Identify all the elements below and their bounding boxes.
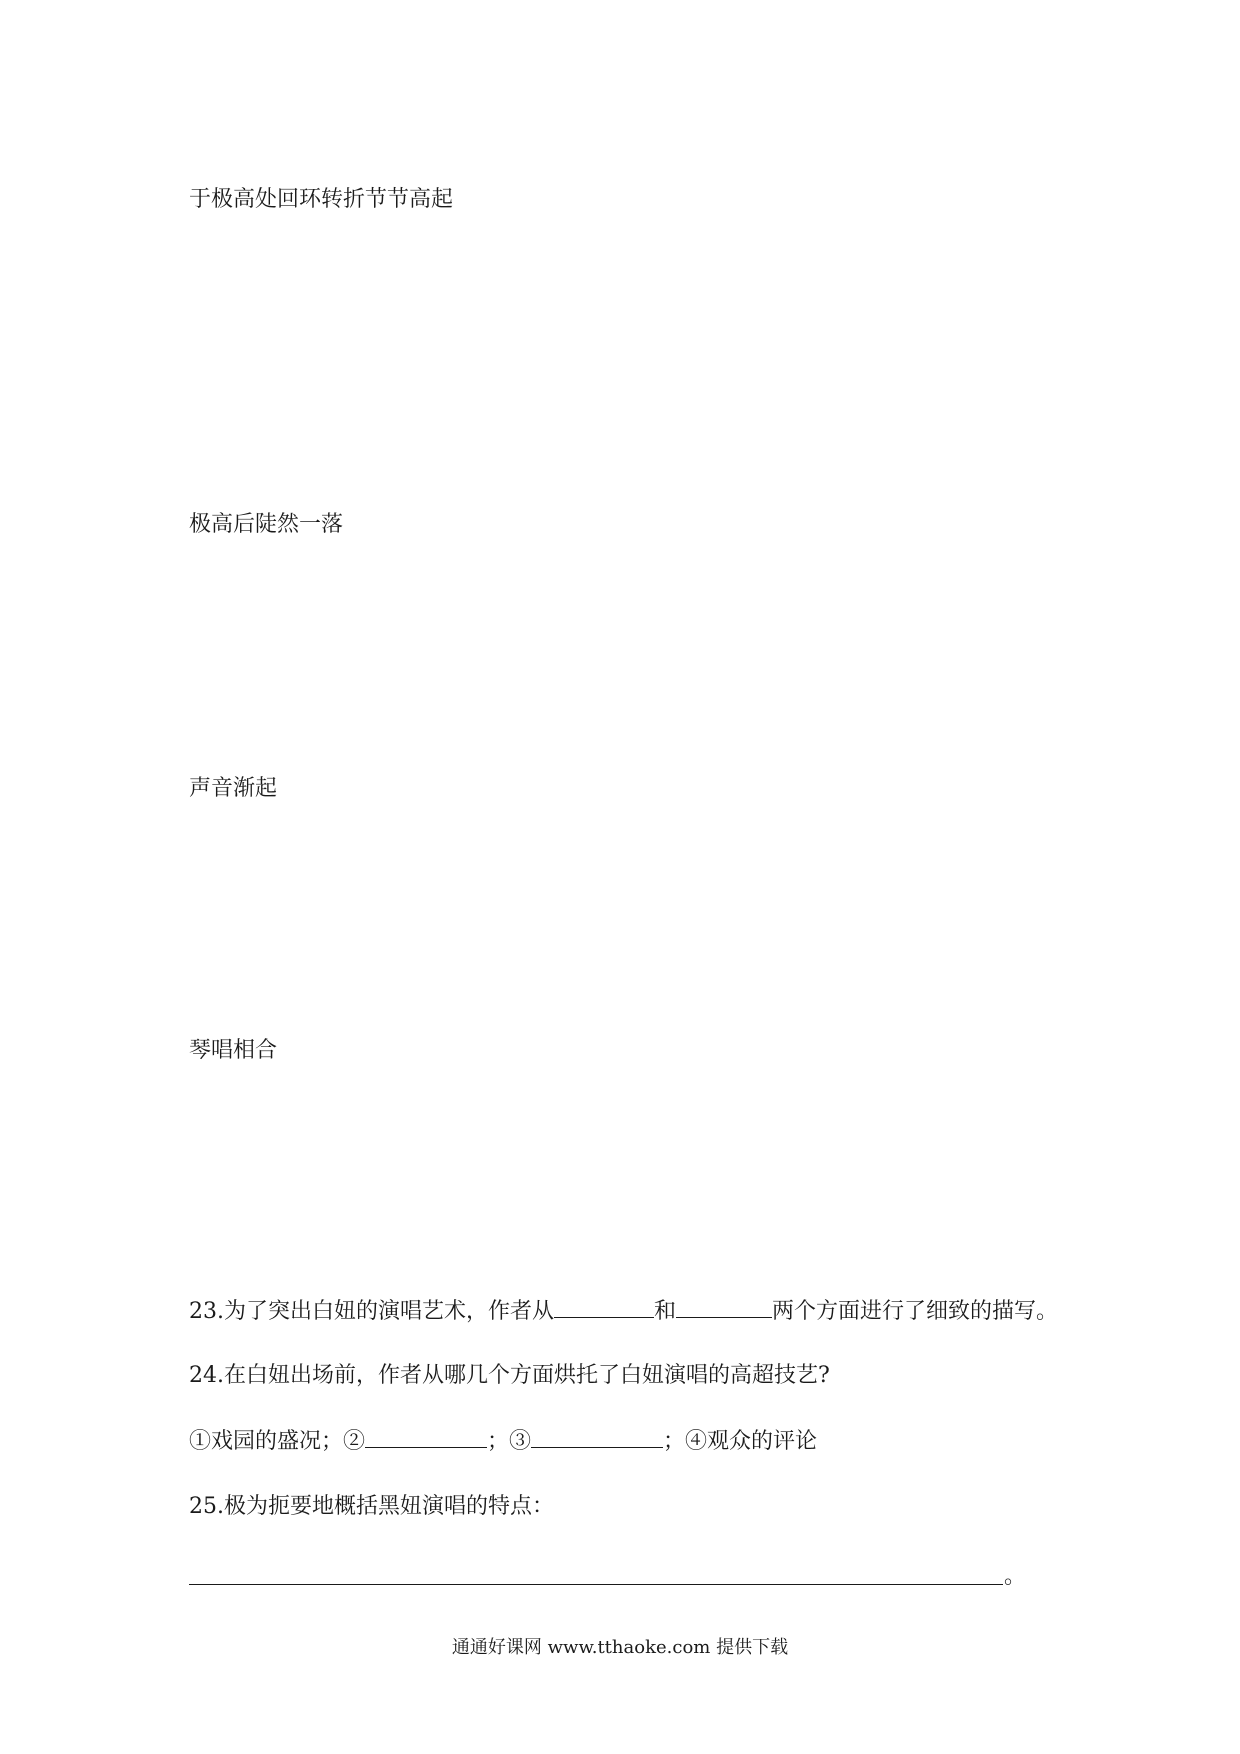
label-line-2: 极高后陡然一落 — [189, 512, 344, 537]
label-line-1: 于极高处回环转折节节高起 — [189, 187, 454, 212]
question-23 — [189, 1297, 1058, 1326]
question-24-blank-2[interactable] — [531, 1427, 663, 1448]
question-23-part-b: 和 — [654, 1299, 677, 1324]
question-24-options — [189, 1427, 817, 1456]
question-24-option-a: ①戏园的盛况；② — [189, 1429, 366, 1454]
page-footer: 通通好课网 www.tthaoke.com 提供下载 — [451, 1637, 789, 1658]
question-24-option-c: ；④观众的评论 — [663, 1429, 818, 1454]
question-24-blank-1[interactable] — [365, 1427, 487, 1448]
label-line-4: 琴唱相合 — [189, 1038, 278, 1063]
question-24-option-b: ；③ — [487, 1429, 532, 1454]
question-25: 25.极为扼要地概括黑妞演唱的特点： — [189, 1494, 554, 1519]
question-23-part-a: 23.为了突出白妞的演唱艺术，作者从 — [189, 1299, 554, 1324]
question-23-blank-2[interactable] — [676, 1297, 772, 1318]
label-line-3: 声音渐起 — [189, 776, 278, 801]
question-25-answer-blank[interactable] — [189, 1574, 1003, 1585]
question-23-blank-1[interactable] — [554, 1297, 654, 1318]
question-24: 24.在白妞出场前，作者从哪几个方面烘托了白妞演唱的高超技艺? — [189, 1363, 830, 1388]
question-25-end-mark: 。 — [1004, 1564, 1027, 1589]
question-23-part-c: 两个方面进行了细致的描写。 — [772, 1299, 1059, 1324]
